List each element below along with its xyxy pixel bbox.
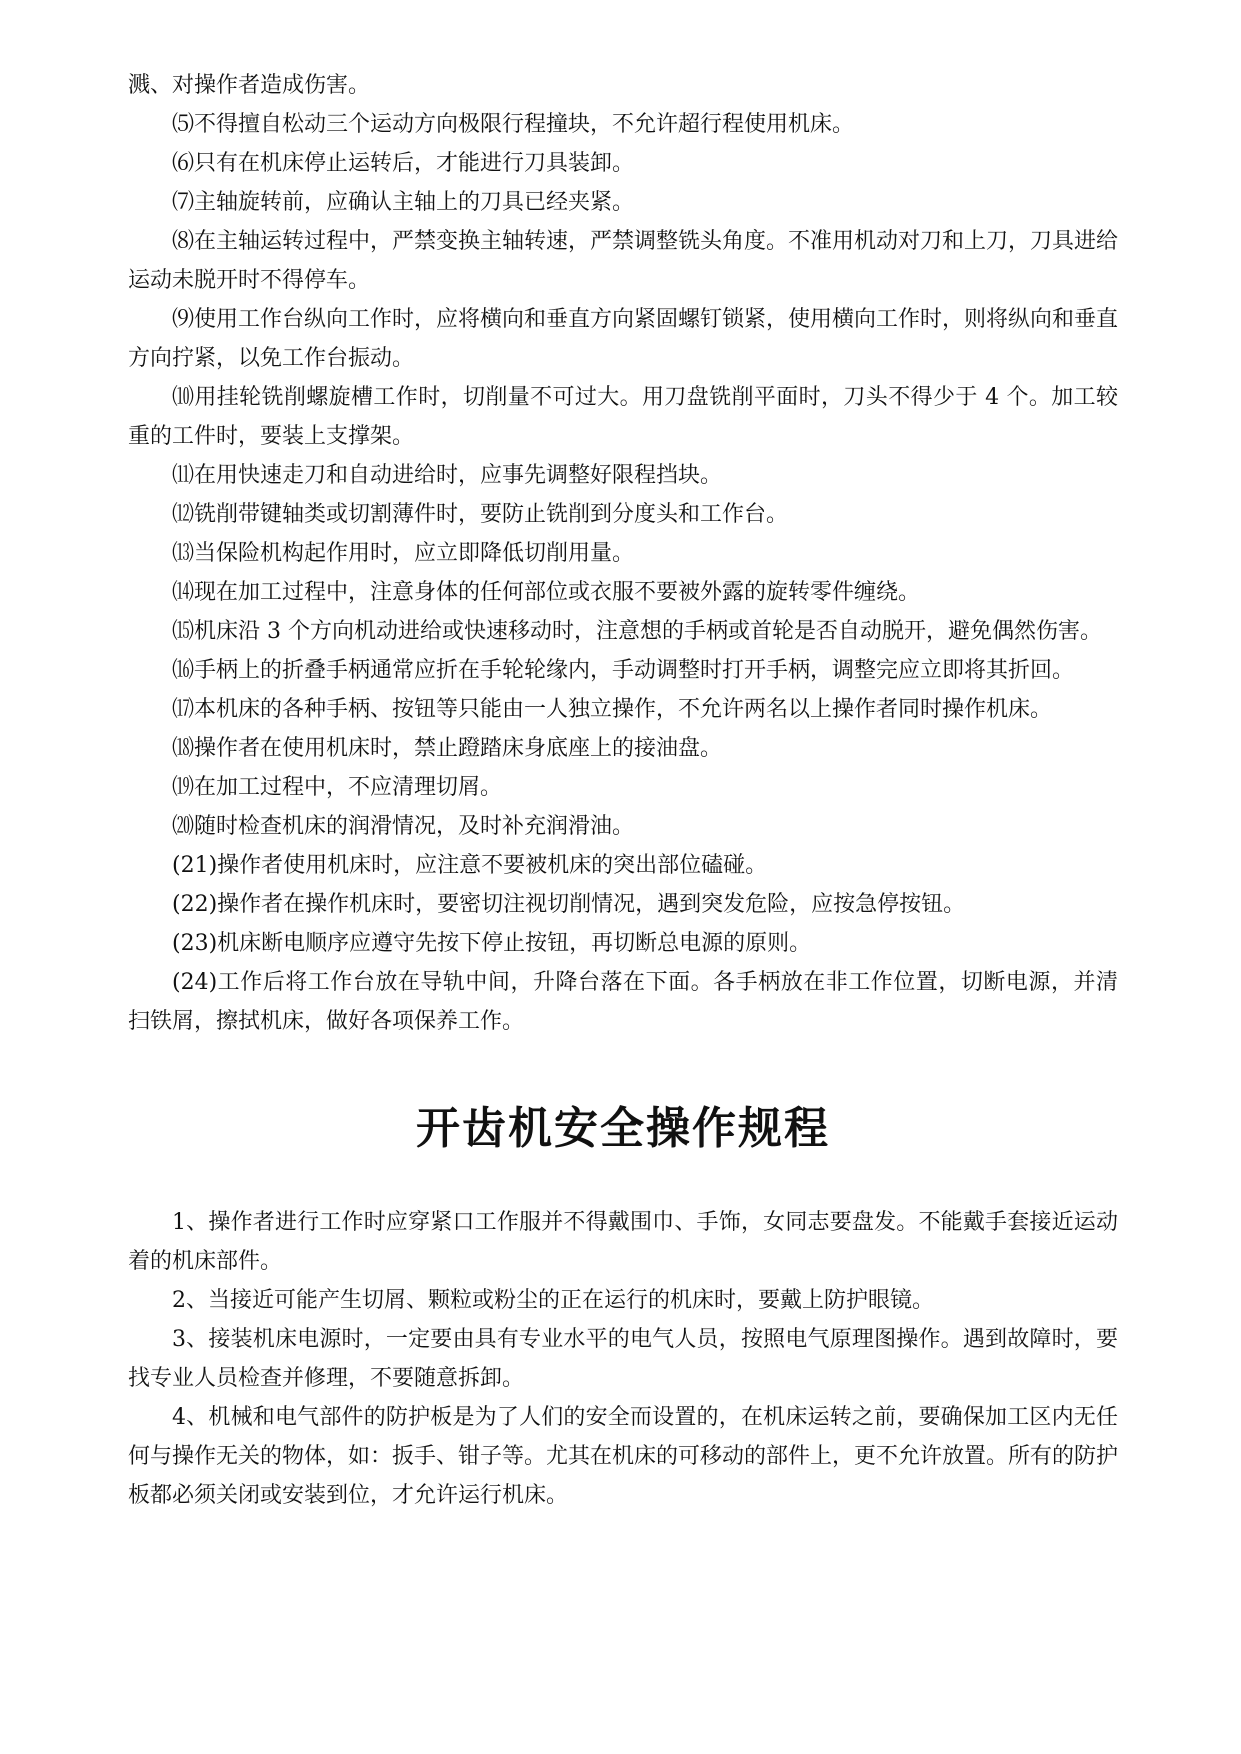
milling-rules-list bbox=[128, 105, 1118, 1041]
rule-item: ⑿铣削带键轴类或切割薄件时，要防止铣削到分度头和工作台。 bbox=[172, 502, 789, 527]
rule-item: ⒅操作者在使用机床时，禁止蹬踏床身底座上的接油盘。 bbox=[172, 736, 723, 761]
rule-item: ⒄本机床的各种手柄、按钮等只能由一人独立操作，不允许两名以上操作者同时操作机床。 bbox=[172, 697, 1053, 722]
rule-item: ⒂机床沿 3 个方向机动进给或快速移动时，注意想的手柄或首轮是否自动脱开，避免偶然伤害。 bbox=[172, 619, 1102, 644]
rule-item: ⒆在加工过程中，不应清理切屑。 bbox=[172, 775, 503, 800]
rule-item: ⒃手柄上的折叠手柄通常应折在手轮轮缘内，手动调整时打开手柄，调整完应立即将其折回。 bbox=[172, 658, 1075, 683]
rule-item: ⑸不得擅自松动三个运动方向极限行程撞块，不允许超行程使用机床。 bbox=[172, 112, 855, 137]
continuation-text: 溅、对操作者造成伤害。 bbox=[128, 73, 371, 98]
rule-item: ⒀当保险机构起作用时，应立即降低切削用量。 bbox=[172, 541, 635, 566]
rule-item: (21)操作者使用机床时，应注意不要被机床的突出部位磕碰。 bbox=[172, 853, 768, 878]
document-body bbox=[128, 66, 1118, 1515]
rule-item: (24)工作后将工作台放在导轨中间，升降台落在下面。各手柄放在非工作位置，切断电源，并清扫铁屑，擦拭机床，做好各项保养工作。 bbox=[128, 970, 1118, 1034]
rule-item: 1、操作者进行工作时应穿紧口工作服并不得戴围巾、手饰，女同志要盘发。不能戴手套接近运动着的机床部件。 bbox=[128, 1210, 1118, 1274]
rule-item: ⑻在主轴运转过程中，严禁变换主轴转速，严禁调整铣头角度。不准用机动对刀和上刀，刀具进给运动未脱开时不得停车。 bbox=[128, 229, 1119, 293]
rule-item: 4、机械和电气部件的防护板是为了人们的安全而设置的，在机床运转之前，要确保加工区内无任何与操作无关的物体，如：扳手、钳子等。尤其在机床的可移动的部件上，更不允许放置。所有的防护板都必须关闭或安装到位，才允许运行机床。 bbox=[128, 1405, 1119, 1508]
rule-item: ⒇随时检查机床的润滑情况，及时补充润滑油。 bbox=[172, 814, 635, 839]
rule-item: 2、当接近可能产生切屑、颗粒或粉尘的正在运行的机床时，要戴上防护眼镜。 bbox=[172, 1288, 934, 1313]
rule-item: (23)机床断电顺序应遵守先按下停止按钮，再切断总电源的原则。 bbox=[172, 931, 812, 956]
rule-item: 3、接装机床电源时，一定要由具有专业水平的电气人员，按照电气原理图操作。遇到故障时，要找专业人员检查并修理，不要随意拆卸。 bbox=[128, 1327, 1118, 1391]
section-title: 开齿机安全操作规程 bbox=[416, 1103, 830, 1154]
rule-item: (22)操作者在操作机床时，要密切注视切削情况，遇到突发危险，应按急停按钮。 bbox=[172, 892, 966, 917]
rule-item: ⒁现在加工过程中，注意身体的任何部位或衣服不要被外露的旋转零件缠绕。 bbox=[172, 580, 921, 605]
rule-item: ⑺主轴旋转前，应确认主轴上的刀具已经夹紧。 bbox=[172, 190, 635, 215]
rule-item: ⑼使用工作台纵向工作时，应将横向和垂直方向紧固螺钉锁紧，使用横向工作时，则将纵向和垂直方向拧紧，以免工作台振动。 bbox=[128, 307, 1119, 371]
rule-item: ⑽用挂轮铣削螺旋槽工作时，切削量不可过大。用刀盘铣削平面时，刀头不得少于 4 个。加工较重的工件时，要装上支撑架。 bbox=[128, 385, 1118, 449]
rule-item: ⑹只有在机床停止运转后，才能进行刀具装卸。 bbox=[172, 151, 635, 176]
rule-item: ⑾在用快速走刀和自动进给时，应事先调整好限程挡块。 bbox=[172, 463, 723, 488]
gear-rules-list bbox=[128, 1203, 1118, 1515]
